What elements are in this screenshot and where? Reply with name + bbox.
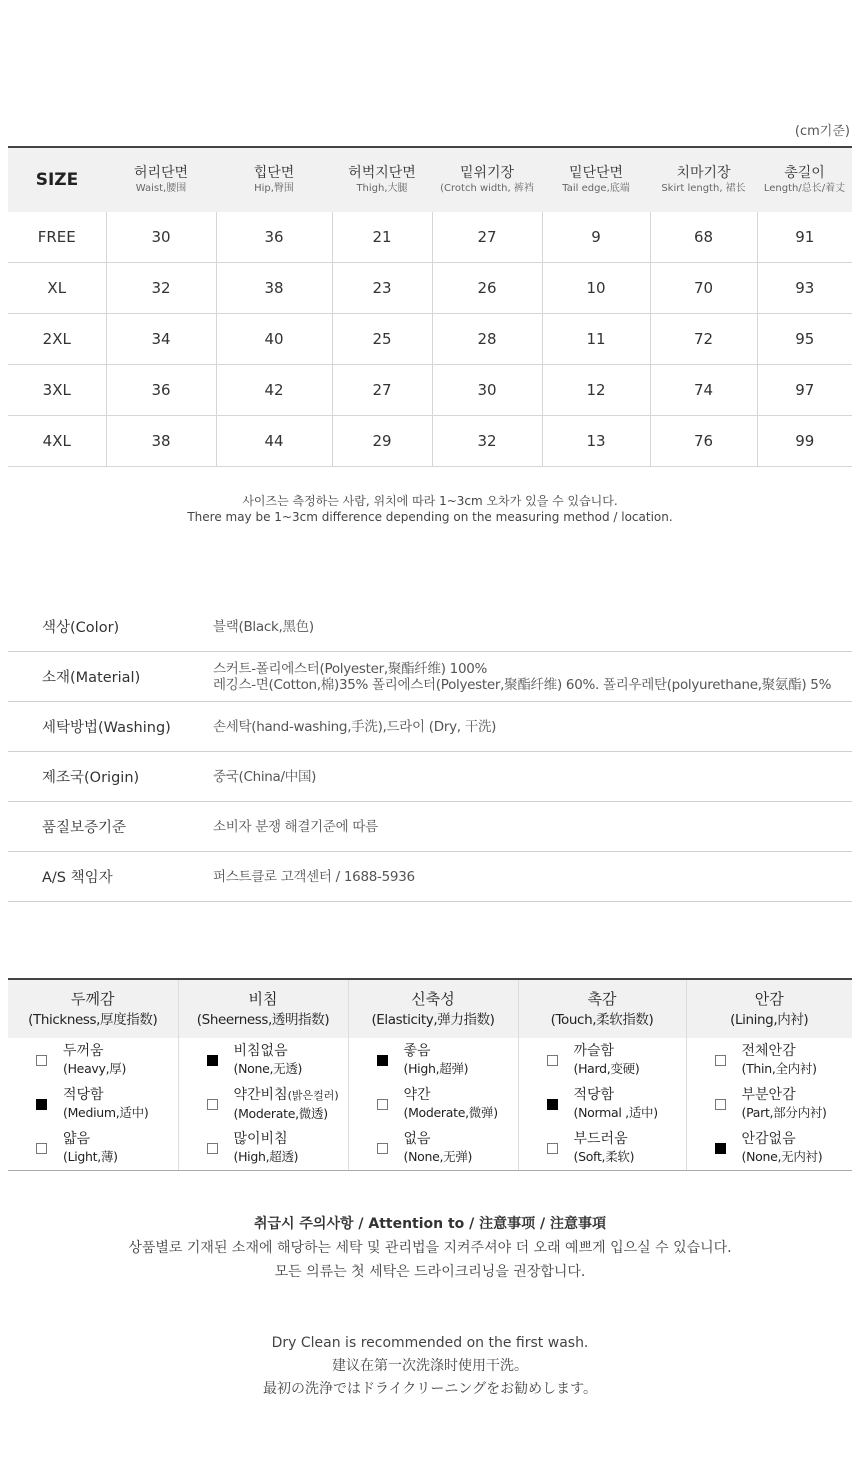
size-value-cell: 91 <box>757 212 852 263</box>
feature-header-label: 비침 <box>248 990 278 1008</box>
checked-box-icon <box>547 1099 558 1110</box>
feature-option-cell <box>8 1126 178 1171</box>
feature-option-label <box>404 1130 473 1148</box>
unchecked-box-icon <box>36 1143 47 1154</box>
feature-table-body <box>8 1038 852 1171</box>
size-value-cell: 76 <box>650 416 757 467</box>
size-header-label: 허벅지단면 <box>348 165 416 181</box>
size-value-cell: 97 <box>757 365 852 416</box>
feature-option-cell <box>178 1038 348 1082</box>
feature-option-label <box>234 1086 339 1105</box>
size-value-cell: 99 <box>757 416 852 467</box>
feature-row <box>8 1082 852 1126</box>
feature-header-sublabel: (Thickness,厚度指数) <box>28 1012 158 1028</box>
feature-option-label-main: 부드러움 <box>573 1131 628 1147</box>
size-header-label: 밑위기장 <box>459 165 515 181</box>
info-value <box>213 752 852 802</box>
feature-option-text <box>404 1086 498 1122</box>
info-label: 제조국(Origin) <box>8 752 213 802</box>
feature-header-cell <box>8 979 178 1038</box>
care-notice <box>0 1212 860 1284</box>
feature-option-text <box>234 1130 299 1166</box>
info-value <box>213 652 852 702</box>
size-value-cell: 10 <box>542 263 650 314</box>
size-header-cell <box>216 147 332 212</box>
size-value-cell: 42 <box>216 365 332 416</box>
size-label-cell: XL <box>8 263 106 314</box>
info-row <box>8 752 852 802</box>
product-info-table <box>8 602 852 902</box>
size-value-cell: 93 <box>757 263 852 314</box>
unchecked-box-icon <box>715 1055 726 1066</box>
measure-note <box>0 493 860 525</box>
unchecked-box-icon <box>377 1099 388 1110</box>
feature-option <box>519 1130 686 1166</box>
feature-option-cell <box>686 1082 852 1126</box>
feature-option <box>8 1130 178 1166</box>
info-row <box>8 602 852 652</box>
feature-option <box>349 1086 518 1122</box>
feature-option-label <box>742 1130 823 1148</box>
size-label-cell: 3XL <box>8 365 106 416</box>
measure-note-en: There may be 1~3cm difference depending on the measuring method / location. <box>187 510 673 524</box>
wash-zh: 建议在第一次洗涤时使用干洗。 <box>332 1358 528 1374</box>
feature-option-label <box>574 1086 658 1104</box>
info-value-line: 중국(China/中国) <box>213 768 317 785</box>
size-value-cell: 68 <box>650 212 757 263</box>
size-header-cell <box>757 147 852 212</box>
feature-option-label-main: 안감없음 <box>741 1131 796 1147</box>
feature-option-label-main: 좋음 <box>403 1043 431 1059</box>
size-value-cell: 30 <box>106 212 216 263</box>
size-header-sublabel: Hip,臀围 <box>254 183 294 194</box>
size-value-cell: 74 <box>650 365 757 416</box>
checked-box-icon <box>715 1143 726 1154</box>
info-label: 품질보증기준 <box>8 802 213 852</box>
size-value-cell: 34 <box>106 314 216 365</box>
size-value-cell: 30 <box>432 365 542 416</box>
table-row <box>8 212 852 263</box>
checked-box-icon <box>377 1055 388 1066</box>
feature-option-sublabel: (Moderate,微弹) <box>403 1105 498 1120</box>
feature-header-cell <box>348 979 518 1038</box>
feature-option <box>179 1130 348 1166</box>
feature-header-label: 신축성 <box>411 990 455 1008</box>
size-header-sublabel: (Crotch width, 裤裆 <box>440 183 534 194</box>
feature-option <box>687 1086 853 1122</box>
feature-header-label: 촉감 <box>587 990 617 1008</box>
feature-option-label-main: 많이비침 <box>233 1131 288 1147</box>
feature-option-sublabel: (Thin,全内衬) <box>741 1061 817 1076</box>
feature-option-text <box>63 1130 118 1166</box>
size-value-cell: 38 <box>106 416 216 467</box>
size-header-cell <box>332 147 432 212</box>
feature-option <box>349 1130 518 1166</box>
feature-option-sublabel: (Medium,适中) <box>63 1105 149 1120</box>
size-header-sublabel: Length/总长/着丈 <box>763 183 846 194</box>
feature-option-sublabel: (High,超透) <box>233 1149 299 1164</box>
feature-option-label <box>63 1042 126 1060</box>
feature-option-cell <box>518 1082 686 1126</box>
care-title: 취급시 주의사항 / Attention to / 注意事项 / 注意事項 <box>253 1216 607 1232</box>
feature-option-cell <box>8 1082 178 1126</box>
size-header-label: 허리단면 <box>133 165 189 181</box>
feature-option-cell <box>518 1038 686 1082</box>
feature-option-sublabel: (Normal ,适中) <box>573 1105 658 1120</box>
feature-option-label <box>574 1130 635 1148</box>
feature-option-label-main: 적당함 <box>63 1087 104 1103</box>
feature-option-sublabel: (High,超弹) <box>403 1061 469 1076</box>
size-header-cell <box>432 147 542 212</box>
feature-option-cell <box>8 1038 178 1082</box>
feature-option-text <box>574 1042 640 1078</box>
feature-option-cell <box>348 1126 518 1171</box>
info-value <box>213 602 852 652</box>
feature-option-label <box>63 1130 118 1148</box>
size-value-cell: 25 <box>332 314 432 365</box>
feature-header-sublabel: (Touch,柔软指数) <box>550 1012 654 1028</box>
feature-option-text <box>63 1086 148 1122</box>
feature-option-label <box>742 1042 817 1060</box>
feature-row <box>8 1038 852 1082</box>
info-value <box>213 802 852 852</box>
size-header-sublabel: Waist,腰围 <box>135 183 187 194</box>
feature-option-label-main: 까슬함 <box>573 1043 615 1059</box>
size-value-cell: 38 <box>216 263 332 314</box>
feature-option <box>179 1042 348 1078</box>
info-label: 소재(Material) <box>8 652 213 702</box>
size-value-cell: 13 <box>542 416 650 467</box>
feature-option-label-main: 비침없음 <box>233 1043 288 1059</box>
size-value-cell: 9 <box>542 212 650 263</box>
wash-recommendation <box>0 1332 860 1401</box>
feature-option <box>519 1086 686 1122</box>
size-table <box>8 146 852 467</box>
size-label-cell: 2XL <box>8 314 106 365</box>
feature-option-sublabel: (None,无内衬) <box>741 1149 823 1164</box>
feature-option-label-note: (밝은컬러) <box>287 1088 339 1102</box>
unchecked-box-icon <box>715 1099 726 1110</box>
feature-header-cell <box>518 979 686 1038</box>
info-value-line: 스커트-폴리에스터(Polyester,聚酯纤维) 100% <box>213 660 488 677</box>
size-value-cell: 72 <box>650 314 757 365</box>
table-row <box>8 263 852 314</box>
feature-option <box>179 1086 348 1123</box>
unchecked-box-icon <box>207 1143 218 1154</box>
feature-option-label <box>234 1130 299 1148</box>
unchecked-box-icon <box>547 1055 558 1066</box>
table-row <box>8 416 852 467</box>
size-value-cell: 36 <box>216 212 332 263</box>
feature-option-label-main: 약간 <box>403 1087 431 1103</box>
size-value-cell: 29 <box>332 416 432 467</box>
unchecked-box-icon <box>36 1055 47 1066</box>
feature-header-sublabel: (Elasticity,弹力指数) <box>371 1012 495 1028</box>
feature-option-cell <box>178 1126 348 1171</box>
info-row <box>8 802 852 852</box>
feature-option-text <box>574 1086 658 1122</box>
feature-option-sublabel: (Heavy,厚) <box>63 1061 127 1076</box>
size-header-label: 밑단단면 <box>568 165 624 181</box>
feature-option-sublabel: (None,无弹) <box>403 1149 473 1164</box>
info-value <box>213 852 852 902</box>
feature-option-cell <box>348 1082 518 1126</box>
feature-option-label-main: 얇음 <box>63 1131 91 1147</box>
feature-option-cell <box>686 1038 852 1082</box>
size-header-label: 힙단면 <box>253 165 295 181</box>
feature-option-label <box>404 1042 469 1060</box>
info-value-line: 레깅스-면(Cotton,棉)35% 폴리에스터(Polyester,聚酯纤维) 60%. 폴리우레탄(polyurethane,聚氨酯) 5% <box>213 676 832 693</box>
info-value-line: 소비자 분쟁 해결기준에 따름 <box>213 818 378 835</box>
feature-option-cell <box>348 1038 518 1082</box>
feature-option-label <box>574 1042 640 1060</box>
unchecked-box-icon <box>547 1143 558 1154</box>
info-value <box>213 702 852 752</box>
info-label: 색상(Color) <box>8 602 213 652</box>
size-value-cell: 40 <box>216 314 332 365</box>
feature-header-label: 두께감 <box>71 990 115 1008</box>
feature-option-cell <box>518 1126 686 1171</box>
size-value-cell: 28 <box>432 314 542 365</box>
feature-option-label-main: 약간비침 <box>233 1086 288 1103</box>
feature-option-text <box>574 1130 635 1166</box>
size-header-sublabel: Skirt length, 裙长 <box>661 183 746 194</box>
feature-option-label <box>234 1042 303 1060</box>
size-label-cell: FREE <box>8 212 106 263</box>
feature-option <box>519 1042 686 1078</box>
size-value-cell: 26 <box>432 263 542 314</box>
info-value-line: 블랙(Black,黑色) <box>213 618 314 635</box>
feature-option <box>8 1086 178 1122</box>
feature-option-cell <box>686 1126 852 1171</box>
feature-option <box>687 1042 853 1078</box>
feature-option-text <box>742 1086 827 1122</box>
feature-header-label: 안감 <box>754 990 784 1008</box>
size-value-cell: 27 <box>332 365 432 416</box>
feature-option-sublabel: (None,无透) <box>233 1061 303 1076</box>
feature-option-sublabel: (Moderate,微透) <box>233 1105 328 1121</box>
size-value-cell: 44 <box>216 416 332 467</box>
unchecked-box-icon <box>207 1099 218 1110</box>
size-header-cell <box>542 147 650 212</box>
feature-option-label <box>404 1086 498 1104</box>
feature-option-cell <box>178 1082 348 1126</box>
size-table-header <box>8 147 852 212</box>
size-header-sublabel: Thigh,大腿 <box>356 183 408 194</box>
feature-table-header <box>8 979 852 1038</box>
unit-note: (cm기준) <box>794 124 850 139</box>
feature-option-label <box>63 1086 148 1104</box>
feature-option-text <box>404 1130 473 1166</box>
feature-option-text <box>742 1130 823 1166</box>
feature-option-label-main: 전체안감 <box>741 1043 796 1059</box>
feature-header-sublabel: (Lining,内衬) <box>730 1012 809 1028</box>
size-header-sublabel: Tail edge,底端 <box>562 183 630 194</box>
feature-option-sublabel: (Soft,柔软) <box>573 1149 635 1164</box>
feature-option-text <box>234 1042 303 1078</box>
info-label: A/S 책임자 <box>8 852 213 902</box>
feature-option-label-main: 없음 <box>403 1131 431 1147</box>
size-value-cell: 12 <box>542 365 650 416</box>
feature-option-text <box>404 1042 469 1078</box>
size-value-cell: 11 <box>542 314 650 365</box>
info-value-line: 손세탁(hand-washing,手洗),드라이 (Dry, 干洗) <box>213 718 497 735</box>
size-table-body <box>8 212 852 467</box>
size-value-cell: 27 <box>432 212 542 263</box>
feature-option-label-main: 부분안감 <box>741 1087 796 1103</box>
measure-note-ko: 사이즈는 측정하는 사람, 위치에 따라 1~3cm 오차가 있을 수 있습니다. <box>242 494 618 508</box>
size-value-cell: 70 <box>650 263 757 314</box>
info-row <box>8 652 852 702</box>
checked-box-icon <box>207 1055 218 1066</box>
info-row <box>8 702 852 752</box>
feature-option-label-main: 적당함 <box>573 1087 615 1103</box>
feature-option-text <box>742 1042 817 1078</box>
size-value-cell: 36 <box>106 365 216 416</box>
size-label-cell: 4XL <box>8 416 106 467</box>
size-header-label: 치마기장 <box>676 165 731 181</box>
feature-option <box>8 1042 178 1078</box>
feature-header-cell <box>686 979 852 1038</box>
feature-option-label <box>742 1086 827 1104</box>
wash-en: Dry Clean is recommended on the first wash. <box>271 1335 589 1351</box>
table-row <box>8 365 852 416</box>
feature-header-cell <box>178 979 348 1038</box>
size-header-label: 총길이 <box>784 165 825 181</box>
wash-ja: 最初の洗浄ではドライクリーニングをお勧めします。 <box>263 1381 597 1397</box>
feature-option-label-main: 두꺼움 <box>63 1043 104 1059</box>
info-value-line: 퍼스트클로 고객센터 / 1688-5936 <box>213 868 415 885</box>
feature-option-text <box>234 1086 339 1123</box>
size-value-cell: 32 <box>106 263 216 314</box>
feature-option-text <box>63 1042 126 1078</box>
checked-box-icon <box>36 1099 47 1110</box>
care-line-2: 모든 의류는 첫 세탁은 드라이크리닝을 권장합니다. <box>274 1264 586 1280</box>
feature-option-sublabel: (Part,部分内衬) <box>741 1105 827 1120</box>
size-value-cell: 21 <box>332 212 432 263</box>
unchecked-box-icon <box>377 1143 388 1154</box>
table-row <box>8 314 852 365</box>
fabric-feature-table <box>8 978 852 1171</box>
feature-option <box>349 1042 518 1078</box>
feature-header-sublabel: (Sheerness,透明指数) <box>196 1012 330 1028</box>
info-label: 세탁방법(Washing) <box>8 702 213 752</box>
size-header-cell <box>106 147 216 212</box>
size-header-cell: SIZE <box>8 147 106 212</box>
feature-row <box>8 1126 852 1171</box>
feature-option <box>687 1130 853 1166</box>
size-header-cell <box>650 147 757 212</box>
care-line-1: 상품별로 기재된 소재에 해당하는 세탁 및 관리법을 지켜주셔야 더 오래 예쁘게 입으실 수 있습니다. <box>128 1240 732 1256</box>
info-row <box>8 852 852 902</box>
size-value-cell: 23 <box>332 263 432 314</box>
size-value-cell: 32 <box>432 416 542 467</box>
feature-option-sublabel: (Hard,变硬) <box>573 1061 640 1076</box>
size-value-cell: 95 <box>757 314 852 365</box>
feature-option-sublabel: (Light,薄) <box>63 1149 118 1164</box>
